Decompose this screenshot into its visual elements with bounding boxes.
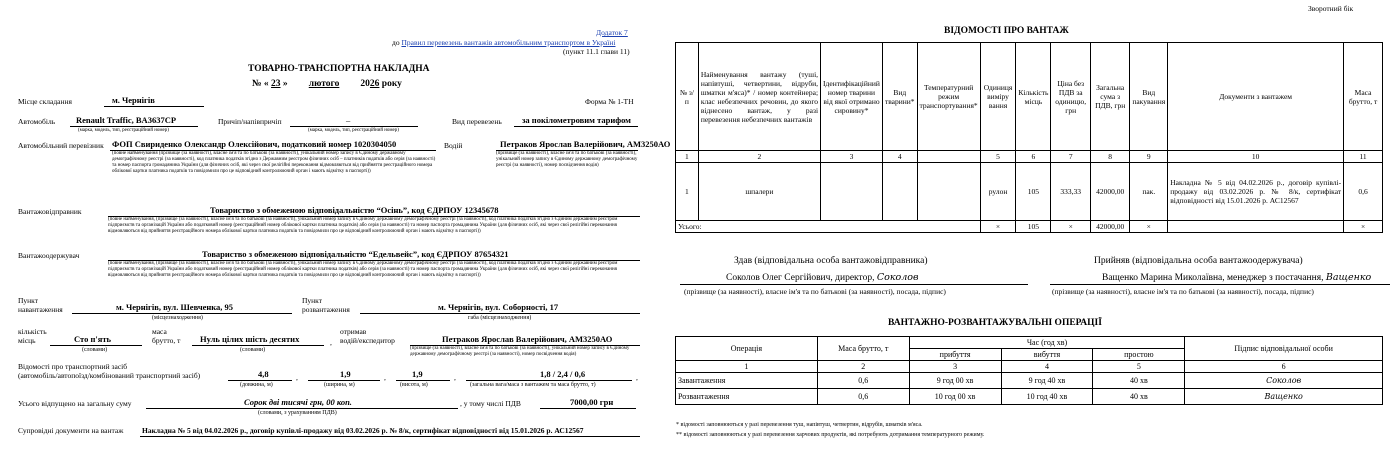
ops-signature: Ващенко — [1185, 389, 1383, 405]
mass-value: Нуль цілих шість десятих — [200, 334, 300, 344]
unload-point-value: м. Чернігів, вул. Соборності, 17 — [438, 302, 559, 312]
total-docs — [1168, 221, 1344, 233]
col-number: 10 — [1168, 151, 1344, 163]
col-number: 6 — [1016, 151, 1051, 163]
col-header: Документи з вантажем — [1168, 43, 1344, 151]
ops-header-operation: Операція — [676, 337, 818, 361]
place-label: Місце складання — [18, 97, 72, 106]
mass-hint: (словами) — [240, 347, 266, 353]
ops-header-mass: Маса брутто, т — [817, 337, 909, 361]
height-comma: , — [454, 373, 456, 382]
handed-signature: Соколов — [876, 272, 919, 283]
car-hint: (марка, модель, тип, реєстраційний номер) — [78, 128, 169, 133]
ops-header-idle: простою — [1093, 349, 1185, 361]
ops-departure: 10 год 40 хв — [1001, 389, 1093, 405]
col-header: Одиниця виміру вання — [980, 43, 1016, 151]
cargo-animal — [882, 163, 917, 221]
col-header: Температурний режим транспортування* — [917, 43, 980, 151]
width-value: 1,9 — [340, 369, 351, 379]
year-word: року — [381, 79, 402, 89]
mass-comma: , — [330, 338, 332, 347]
car-label: Автомобіль — [18, 117, 56, 126]
ops-col-number: 4 — [1001, 361, 1093, 373]
col-header: Кількість місць — [1016, 43, 1051, 151]
col-header: Загальна сума з ПДВ, грн — [1091, 43, 1130, 151]
received-label-1: отримав — [340, 327, 367, 336]
length-value: 4,8 — [258, 369, 269, 379]
appendix-prefix: до — [392, 38, 400, 47]
total-price: × — [1051, 221, 1091, 233]
ops-operation: Розвантаження — [676, 389, 818, 405]
year-prefix: 20 — [360, 79, 370, 89]
total-sum: 42000,00 — [1091, 221, 1130, 233]
number-suffix: » — [282, 79, 288, 89]
driver-label: Водій — [444, 141, 463, 150]
number-prefix: № « — [252, 79, 269, 89]
document-month: лютого — [308, 79, 340, 89]
ops-mass: 0,6 — [817, 389, 909, 405]
footnote-2: ** відомості заповнюються у разі перевезення харчових продуктів, які потребують дотримання температурного режиму. — [676, 432, 985, 438]
cargo-header-row — [676, 43, 1383, 151]
footnote-1: * відомості заповнюються у разі перевезення туш, напівтуш, четвертин, відрубів, шматків м'яса. — [676, 422, 923, 428]
height-hint: (висота, м) — [400, 382, 428, 388]
ops-col-number: 1 — [676, 361, 818, 373]
ops-col-number: 2 — [817, 361, 909, 373]
col-number: 4 — [882, 151, 917, 163]
appendix-rules — [392, 38, 616, 47]
handed-person — [726, 272, 919, 283]
sum-label: Усього відпущено на загальну суму — [18, 399, 132, 408]
ops-col-number: 5 — [1093, 361, 1185, 373]
total-mass: × — [1344, 221, 1383, 233]
ops-header-row — [676, 337, 1383, 349]
row-number: 1 — [676, 163, 699, 221]
cargo-price: 333,33 — [1051, 163, 1091, 221]
table-row — [676, 373, 1383, 389]
height-value: 1,9 — [412, 369, 423, 379]
total-mass-comma: , — [636, 373, 638, 382]
sum-value: Сорок дві тисячі грн, 00 коп. — [244, 397, 352, 407]
unload-point-hint: габа (місцезнаходження) — [468, 315, 532, 321]
mass-label-2: брутто, т — [152, 336, 181, 345]
ops-col-number: 6 — [1185, 361, 1383, 373]
total-pack: × — [1130, 221, 1168, 233]
received-hint: (прізвище (за наявності), власне ім'я та по батькові (за наявності), унікальний номер запису в Єдиному державному демографічному реєстрі (за наявності), номер посвідчення водія) — [410, 346, 630, 357]
car-value: Renault Traffic, BA3637CP — [76, 115, 177, 125]
col-header: Ідентифікаційний номер тварини від якої отримано сировину* — [821, 43, 883, 151]
ops-header-departure: вибуття — [1001, 349, 1093, 361]
appendix-link[interactable]: Додаток 7 — [596, 28, 628, 37]
docs-value: Накладна № 5 від 04.02.2026 р., договір купівлі-продажу від 03.02.2026 р. № 8/к, сертифікат відповідності від 15.01.2026 р. АС12567 — [142, 426, 584, 435]
ops-number-row — [676, 361, 1383, 373]
table-row — [676, 163, 1383, 221]
driver-value: Петраков Ярослав Валерійович, АМ3250АО — [500, 139, 671, 149]
trailer-hint: (марка, модель, тип, реєстраційний номер) — [308, 128, 399, 133]
accepted-hint: (прізвище (за наявності), власне ім'я та по батькові (за наявності), посада, підпис) — [1052, 287, 1314, 296]
col-number-row — [676, 151, 1383, 163]
ops-title: ВАНТАЖНО-РОЗВАНТАЖУВАЛЬНІ ОПЕРАЦІЇ — [888, 318, 1102, 328]
ops-header-signature: Підпис відповідальної особи — [1185, 337, 1383, 361]
ops-operation: Завантаження — [676, 373, 818, 389]
vehicle-info-label-2: (автомобіль/автопоїзд/комбінований транспортний засіб) — [18, 371, 201, 380]
cargo-pack: пак. — [1130, 163, 1168, 221]
document-title: ТОВАРНО-ТРАНСПОРТНА НАКЛАДНА — [248, 64, 430, 74]
handed-title: Здав (відповідальна особа вантажовідправника) — [734, 256, 928, 266]
ops-arrival: 9 год 00 хв — [909, 373, 1001, 389]
operations-table — [675, 336, 1383, 405]
unload-point-label-1: Пункт — [302, 296, 323, 305]
accepted-signature: Ващенко — [1325, 272, 1372, 283]
ops-header-arrival: прибуття — [909, 349, 1001, 361]
received-value: Петраков Ярослав Валерійович, АМ3250АО — [442, 334, 613, 344]
transport-type-value: за покілометровим тарифом — [522, 115, 631, 125]
ops-signature: Соколов — [1185, 373, 1383, 389]
cargo-title: ВІДОМОСТІ ПРО ВАНТАЖ — [944, 26, 1069, 36]
total-row — [676, 221, 1383, 233]
shipper-hint: (повне найменування, (прізвище (за наявності), власне ім'я та по батькові (за наявності), унікальний номер запису в Єдиному державному демографічному реєстрі (за наявності), код платника податків згідно з Єдиним державним реєстром підприємств та організацій України або податковий номер (реєстраційний номер облікової картки платника податків) або серія (за наявності) та номер паспорта громадянина України (для фізичних осіб, які через свої релігійні переконання відмовляються від прийняття реєстраційного номера облікової картки платника податків та повідомили про це відповідний контролюючий орган і мають відмітку в паспорті)) — [108, 217, 618, 234]
ops-arrival: 10 год 00 хв — [909, 389, 1001, 405]
accepted-title: Прийняв (відповідальна особа вантажоодержувача) — [1094, 256, 1303, 266]
ops-col-number: 3 — [909, 361, 1001, 373]
cargo-places: 105 — [1016, 163, 1051, 221]
document-year: 26 — [369, 79, 380, 89]
col-header: Найменування вантажу (туші, напівтуші, четвертини, відруби, шматки м'яса)* / номер контейнера; клас небезпечних речовин, до якого віднесено вантаж, у разі перевезення небезпечних вантажів — [698, 43, 820, 151]
load-point-label-2: навантаження — [18, 305, 63, 314]
total-places: 105 — [1016, 221, 1051, 233]
vat-label: , у тому числі ПДВ — [460, 399, 521, 408]
accepted-value: Ващенко Марина Миколаївна, менеджер з постачання, — [1102, 273, 1324, 283]
places-value: Сто п'ять — [74, 334, 111, 344]
total-unit: × — [980, 221, 1016, 233]
places-label-2: місць — [18, 336, 36, 345]
col-number: 7 — [1051, 151, 1091, 163]
ops-idle: 40 хв — [1093, 373, 1185, 389]
document-number-line — [252, 79, 402, 89]
col-header: № з/п — [676, 43, 699, 151]
total-mass-hint: (загальна вага/маса з вантажем та маса брутто, т) — [470, 382, 596, 388]
handed-hint: (прізвище (за наявності), власне ім'я та по батькові (за наявності), посада, підпис) — [684, 287, 946, 296]
consignee-hint: (повне найменування, (прізвище (за наявності), власне ім'я та по батькові (за наявності), унікальний номер запису в Єдиному державному демографічному реєстрі (за наявності), код платника податків згідно з Єдиним державним реєстром підприємств та організацій України або податковий номер (реєстраційний номер облікової картки платника податків) або серія (за наявності) та номер паспорта громадянина України (для фізичних осіб, які через свої релігійні переконання відмовляються від прийняття реєстраційного номера облікової картки платника податків та повідомили про це відповідний контролюючий орган і мають відмітку в паспорті)) — [108, 261, 618, 278]
places-label-1: кількість — [18, 327, 47, 336]
ops-header-time: Час (год хв) — [909, 337, 1185, 349]
cargo-name: шпалери — [698, 163, 820, 221]
consignee-value: Товариство з обмеженою відповідальністю “Едельвейс”, код ЄДРПОУ 87654321 — [202, 249, 509, 259]
length-comma: , — [296, 373, 298, 382]
total-label: Усього: — [676, 221, 981, 233]
unload-point-label-2: розвантаження — [302, 305, 350, 314]
load-point-value: м. Чернігів, вул. Шевченка, 95 — [116, 302, 234, 312]
consignee-label: Вантажоодержувач — [18, 251, 80, 260]
cargo-ident — [821, 163, 883, 221]
total-mass-value: 1,8 / 2,4 / 0,6 — [540, 369, 586, 379]
accepted-person — [1102, 272, 1371, 283]
width-hint: (ширина, м) — [324, 382, 355, 388]
trailer-value: – — [346, 115, 351, 125]
sum-hint: (словами, з урахуванням ПДВ) — [258, 410, 337, 416]
col-number: 2 — [698, 151, 820, 163]
docs-label: Супровідні документи на вантаж — [18, 426, 124, 435]
cargo-total: 42000,00 — [1091, 163, 1130, 221]
carrier-hint: (повне найменування (прізвище (за наявності), власне ім'я та по батькові (за наявності), унікальний номер запису в Єдиному державному демографічному реєстрі (за наявності), код платника податків згідно з Державним реєстром фізичних осіб – платників податків або серія (за наявності) та номер паспорта громадянина України (для фізичних осіб, які через свої релігійні переконання відмовляються від прийняття реєстраційного номера облікової картки платника податків та повідомили про це відповідний контролюючий орган і мають відмітку в паспорті)) — [112, 151, 436, 174]
cargo-temp — [917, 163, 980, 221]
cargo-docs: Накладна № 5 від 04.02.2026 р., договір купівлі-продажу від 03.02.2026 р. № 8/к, сертифікат відповідності від 15.01.2026 р. АС12567 — [1168, 163, 1344, 221]
col-number — [917, 151, 980, 163]
col-number: 9 — [1130, 151, 1168, 163]
carrier-value: ФОП Свириденко Олександр Олексійович, податковий номер 1020304050 — [112, 139, 397, 149]
received-label-2: водій/експедитор — [340, 336, 395, 345]
rules-link[interactable]: Правил перевезень вантажів автомобільним транспортом в Україні — [401, 38, 616, 47]
col-number: 1 — [676, 151, 699, 163]
col-header: Вид тварини* — [882, 43, 917, 151]
col-header: Маса брутто, т — [1344, 43, 1383, 151]
appendix-point: (пункт 11.1 глави 11) — [563, 47, 630, 56]
vat-value: 7000,00 грн — [570, 397, 614, 407]
table-row — [676, 389, 1383, 405]
form-number: Форма № 1-ТН — [585, 97, 634, 106]
reverse-side-label: Зворотний бік — [1308, 4, 1354, 13]
place-value: м. Чернігів — [112, 95, 155, 105]
width-comma: , — [384, 373, 386, 382]
cargo-table — [675, 42, 1383, 233]
cargo-unit: рулон — [980, 163, 1016, 221]
trailer-label: Причіп/напівпричіп — [218, 117, 282, 126]
col-header: Ціна без ПДВ за одиницю, грн — [1051, 43, 1091, 151]
col-number: 5 — [980, 151, 1016, 163]
ops-idle: 40 хв — [1093, 389, 1185, 405]
transport-type-label: Вид перевезень — [452, 117, 502, 126]
ops-departure: 9 год 40 хв — [1001, 373, 1093, 389]
col-number: 11 — [1344, 151, 1383, 163]
driver-hint: (прізвище (за наявності), власне ім'я та по батькові (за наявності), унікальний номер запису в Єдиному державному демографічному реєстрі (за наявності), номер посвідчення водія) — [496, 151, 638, 168]
length-hint: (довжина, м) — [240, 382, 273, 388]
document-number: 23 — [271, 79, 281, 89]
carrier-label: Автомобільний перевізник — [18, 141, 104, 150]
col-number: 8 — [1091, 151, 1130, 163]
handed-value: Соколов Олег Сергійович, директор, — [726, 273, 875, 283]
shipper-value: Товариство з обмеженою відповідальністю “Осінь”, код ЄДРПОУ 12345678 — [210, 205, 499, 215]
load-point-hint: (місцезнаходження) — [152, 315, 203, 321]
col-number: 3 — [821, 151, 883, 163]
col-header: Вид пакування — [1130, 43, 1168, 151]
mass-label-1: маса — [152, 327, 167, 336]
shipper-label: Вантажовідправник — [18, 207, 82, 216]
places-hint: (словами) — [82, 347, 108, 353]
vehicle-info-label-1: Відомості про транспортний засіб — [18, 362, 128, 371]
ops-mass: 0,6 — [817, 373, 909, 389]
cargo-mass: 0,6 — [1344, 163, 1383, 221]
load-point-label-1: Пункт — [18, 296, 39, 305]
